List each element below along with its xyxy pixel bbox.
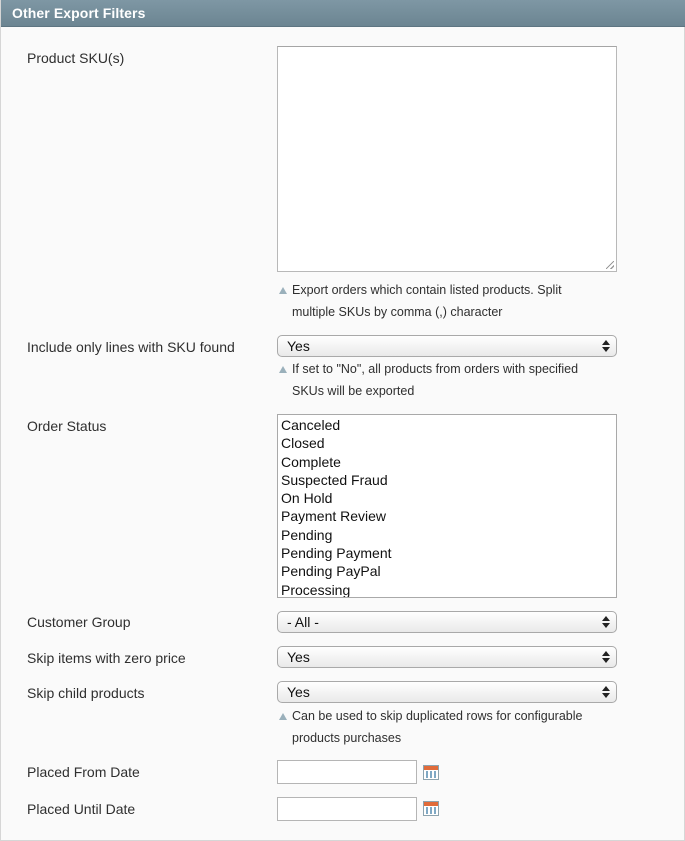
calendar-icon[interactable] (423, 801, 439, 816)
skip-child-products-value: Yes (287, 684, 310, 700)
include-only-lines-note-line1: If set to "No", all products from orders with specified (292, 362, 579, 376)
skip-zero-price-value: Yes (287, 649, 310, 665)
skip-child-products-select[interactable] (277, 681, 617, 703)
placed-until-date-input[interactable] (277, 797, 417, 821)
order-status-option-pending-payment[interactable]: Pending Payment (281, 545, 392, 562)
order-status-option-canceled[interactable]: Canceled (281, 417, 341, 433)
skip-child-products-note (278, 705, 618, 749)
calendar-icon[interactable] (423, 765, 439, 780)
include-only-lines-value: Yes (287, 338, 310, 354)
product-sku-note-line2: multiple SKUs by comma (,) character (292, 305, 503, 319)
select-arrows-icon (602, 340, 610, 352)
skip-child-products-note-line2: products purchases (292, 731, 402, 745)
skip-child-products-note-line1: Can be used to skip duplicated rows for configurable (292, 709, 583, 723)
select-arrows-icon (602, 616, 610, 628)
order-status-label: Order Status (27, 418, 107, 434)
triangle-up-icon (279, 713, 287, 720)
include-only-lines-label: Include only lines with SKU found (27, 339, 235, 355)
order-status-option-closed[interactable]: Closed (281, 435, 325, 452)
order-status-option-processing[interactable]: Processing (281, 581, 351, 598)
order-status-option-suspected-fraud[interactable]: Suspected Fraud (281, 471, 388, 488)
customer-group-label: Customer Group (27, 614, 131, 630)
skip-zero-price-select[interactable] (277, 646, 617, 668)
section-title: Other Export Filters (12, 5, 146, 21)
include-only-lines-note-line2: SKUs will be exported (292, 384, 415, 398)
product-sku-textarea[interactable] (277, 46, 617, 272)
skip-child-products-label: Skip child products (27, 685, 145, 701)
order-status-option-on-hold[interactable]: On Hold (281, 490, 333, 507)
select-arrows-icon (602, 686, 610, 698)
triangle-up-icon (279, 287, 287, 294)
product-sku-note (278, 279, 618, 323)
product-sku-note-line1: Export orders which contain listed products. Split (292, 283, 562, 297)
customer-group-select[interactable] (277, 611, 617, 633)
triangle-up-icon (279, 366, 287, 373)
order-status-multiselect[interactable] (277, 414, 617, 598)
order-status-option-pending[interactable]: Pending (281, 526, 333, 543)
placed-from-date-label: Placed From Date (27, 764, 140, 780)
skip-zero-price-label: Skip items with zero price (27, 650, 186, 666)
order-status-option-payment-review[interactable]: Payment Review (281, 508, 387, 525)
product-sku-label: Product SKU(s) (27, 50, 125, 66)
order-status-option-pending-paypal[interactable]: Pending PayPal (281, 563, 381, 580)
include-only-lines-note (278, 358, 618, 402)
resize-grip-icon[interactable] (606, 261, 614, 269)
customer-group-value: - All - (287, 614, 319, 630)
include-only-lines-select[interactable] (277, 335, 617, 357)
order-status-option-complete[interactable]: Complete (281, 453, 341, 470)
section-header (1, 0, 685, 27)
select-arrows-icon (602, 651, 610, 663)
placed-from-date-input[interactable] (277, 760, 417, 784)
placed-until-date-label: Placed Until Date (27, 801, 136, 817)
